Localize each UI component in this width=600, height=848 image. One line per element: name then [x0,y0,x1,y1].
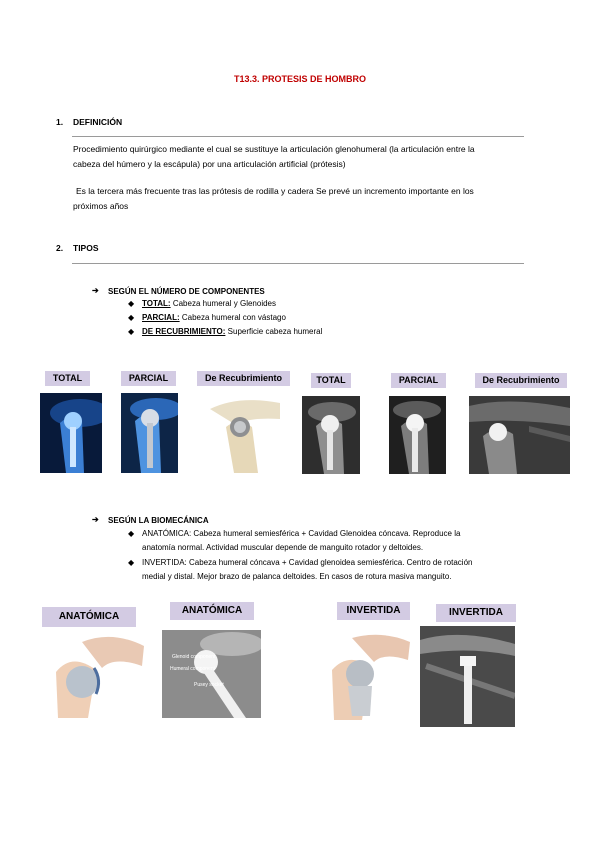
bullet-diamond-icon: ◆ [128,558,135,567]
label-recubrimiento-2: De Recubrimiento [475,373,567,388]
illustration-recubrimiento [208,395,283,473]
section1-rule [72,136,524,137]
xray-parcial [389,396,446,474]
label-anatomica-2: ANATÓMICA [170,602,254,620]
bullet-diamond-icon: ◆ [128,299,135,308]
label-parcial-2: PARCIAL [391,373,446,388]
illustration-total-blue [40,393,102,473]
bullet-invertida: ◆ INVERTIDA: Cabeza humeral cóncava + Cavidad glenoidea semiesférica. Centro de rotación medial y distal. Mejor brazo de palanca deltoides. En casos de rotura masiva manguito. [128,558,473,581]
illustration-anatomica [52,632,147,718]
xray-recubrimiento [469,396,570,474]
bullet-total: ◆ TOTAL: Cabeza humeral y Glenoides [128,297,276,311]
sub1-heading: SEGÚN EL NÚMERO DE COMPONENTES [108,287,265,296]
sub2-heading: SEGÚN LA BIOMECÁNICA [108,516,209,525]
label-total-1: TOTAL [45,371,90,386]
section2-rule [72,263,524,264]
illustration-parcial-blue [121,393,178,473]
xray-total [302,396,360,474]
label-invertida-1: INVERTIDA [337,602,410,620]
sub1-arrow: ➔ [92,286,99,295]
bullet-diamond-icon: ◆ [128,327,135,336]
bullet-diamond-icon: ◆ [128,313,135,322]
bullet-recubrimiento: ◆ DE RECUBRIMIENTO: Superficie cabeza humeral [128,325,322,339]
label-anatomica-1: ANATÓMICA [42,607,136,627]
bullet-anatomica: ◆ ANATÓMICA: Cabeza humeral semiesférica + Cavidad Glenoidea cóncava. Reproduce la anatomía normal. Actividad muscular depende de manguito rotador y deltoides. [128,529,461,552]
section2-number: 2. [56,243,64,253]
bullet-parcial: ◆ PARCIAL: Cabeza humeral con vástago [128,311,286,325]
xray-anatomica [162,630,261,718]
illustration-invertida [332,630,412,720]
section2-heading: TIPOS [73,243,99,253]
xray-label-humeral: Humeral component [170,666,216,672]
bullet-diamond-icon: ◆ [128,529,135,538]
sub2-arrow: ➔ [92,515,99,524]
label-recubrimiento-1: De Recubrimiento [197,371,290,386]
section1-para2-line1: Es la tercera más frecuente tras las prótesis de rodilla y cadera Se prevé un incremento importante en los [76,186,474,196]
section1-heading: DEFINICIÓN [73,117,123,127]
label-invertida-2: INVERTIDA [436,604,516,622]
xray-label-pusey: Pusey socket [194,682,224,688]
section1-para1-line2: cabeza del húmero y la escápula) por una articulación artificial (prótesis) [73,159,346,169]
xray-label-glenoid: Glenoid component [172,654,216,660]
document-title: T13.3. PROTESIS DE HOMBRO [233,74,367,84]
label-parcial-1: PARCIAL [121,371,176,386]
section1-para1-line1: Procedimiento quirúrgico mediante el cual se sustituye la articulación glenohumeral (la articulación entre la [73,144,475,154]
section1-para2-line2: próximos años [73,201,129,211]
section1-number: 1. [56,117,64,127]
xray-invertida [420,626,515,727]
label-total-2: TOTAL [311,373,351,388]
